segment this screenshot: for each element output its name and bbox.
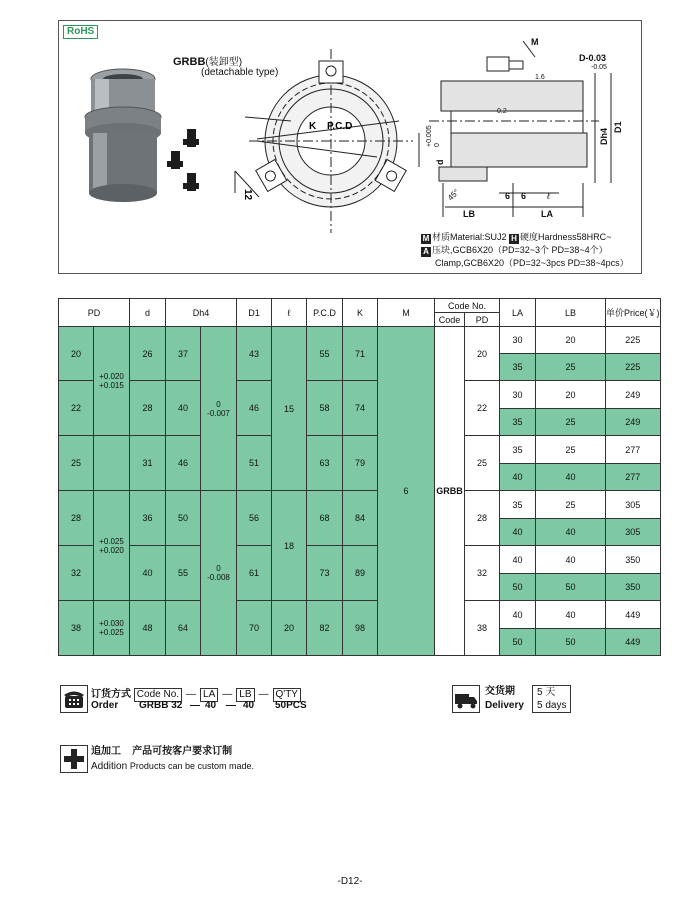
cell-price: 449 — [606, 601, 661, 629]
product-code-title — [173, 53, 242, 68]
cell-d: 28 — [130, 381, 166, 436]
addition-label-cn: 追加工 — [91, 746, 121, 757]
cell-dh4-tol: 0 -0.008 — [201, 491, 237, 656]
order-cell-la: LA — [200, 688, 218, 702]
order-cell-qty: Q'TY — [273, 688, 301, 702]
product-figure-panel — [58, 20, 642, 274]
product-code: GRBB — [173, 56, 206, 68]
cell-price: 249 — [606, 409, 661, 436]
col-price: 单价Price(￥) — [606, 299, 661, 327]
cell-pd-tol: +0.025 +0.020 — [94, 491, 130, 601]
cell-pd-tol: +0.030 +0.025 — [94, 601, 130, 656]
order-example-lb: 40 — [243, 700, 255, 711]
cell-dh4: 55 — [166, 546, 201, 601]
cell-price: 277 — [606, 464, 661, 491]
dh4-dim-label: Dh4 — [599, 127, 609, 145]
cell-k: 79 — [343, 436, 378, 491]
cell-d1: 51 — [237, 436, 272, 491]
cell-dh4: 40 — [166, 381, 201, 436]
cell-d: 40 — [130, 546, 166, 601]
d-tol-up: +0.005 — [426, 125, 433, 147]
cell-k: 98 — [343, 601, 378, 656]
cell-k: 71 — [343, 327, 378, 381]
la-dim-label: LA — [541, 209, 553, 219]
cell-la: 50 — [500, 574, 536, 601]
col-lb: LB — [536, 299, 606, 327]
delivery-label — [485, 685, 524, 713]
cell-pd: 25 — [59, 436, 94, 491]
material-icon: M — [422, 234, 430, 243]
page-number: -D12- — [337, 876, 363, 887]
delivery-days-box — [532, 685, 571, 713]
cell-pcd: 73 — [307, 546, 343, 601]
cell-lb: 20 — [536, 381, 606, 409]
cell-lb: 50 — [536, 629, 606, 656]
cell-pd: 20 — [59, 327, 94, 381]
delivery-days-cn: 5 天 — [537, 687, 556, 698]
phone-icon — [60, 685, 88, 713]
cell-pcd: 82 — [307, 601, 343, 656]
d1-dim-label: D1 — [613, 121, 623, 133]
side-view — [419, 41, 611, 217]
d-small-label: d — [435, 159, 445, 165]
cell-k: 84 — [343, 491, 378, 546]
cell-k: 89 — [343, 546, 378, 601]
col-code-no: Code No. — [435, 299, 500, 313]
cell-lb: 25 — [536, 409, 606, 436]
cell-price: 449 — [606, 629, 661, 656]
cell-d1: 56 — [237, 491, 272, 546]
cell-price: 350 — [606, 546, 661, 574]
order-example-dash: — — [190, 700, 200, 711]
clamp-text-en: Clamp,GCB6X20（PD=32~3pcs PD=38~4pcs） — [435, 258, 629, 268]
roughness-02: 0.2 — [497, 108, 507, 115]
k-label: K — [309, 121, 317, 132]
cell-code-pd: 38 — [465, 601, 500, 656]
cell-la: 35 — [500, 409, 536, 436]
bushing-photo — [85, 69, 161, 202]
cell-lb: 40 — [536, 546, 606, 574]
hardness-icon: H — [509, 234, 519, 244]
cell-pd: 38 — [59, 601, 94, 656]
spec-table — [58, 298, 661, 656]
cell-code-pd: 28 — [465, 491, 500, 546]
cell-pd: 32 — [59, 546, 94, 601]
cell-price: 225 — [606, 327, 661, 354]
cell-d: 26 — [130, 327, 166, 381]
col-dh4: Dh4 — [166, 299, 237, 327]
cell-la: 40 — [500, 464, 536, 491]
cell-pcd: 58 — [307, 381, 343, 436]
material-text: 材质Material:SUJ2 — [432, 232, 507, 242]
cell-d1: 46 — [237, 381, 272, 436]
cell-pcd: 63 — [307, 436, 343, 491]
hardness-text: 硬度Hardness58HRC~ — [520, 232, 612, 242]
spec-notes — [421, 231, 629, 269]
cell-pcd: 68 — [307, 491, 343, 546]
col-pcd: P.C.D — [307, 299, 343, 327]
cell-pd: 22 — [59, 381, 94, 436]
cell-dh4: 64 — [166, 601, 201, 656]
cell-ell: 18 — [272, 491, 307, 601]
cell-lb: 40 — [536, 519, 606, 546]
cell-price: 350 — [606, 574, 661, 601]
angle-label: 45° — [446, 187, 461, 203]
cell-pd: 28 — [59, 491, 94, 546]
clamp-pieces-photo — [167, 129, 199, 191]
cell-price: 277 — [606, 436, 661, 464]
d-tol-lo: 0 — [434, 143, 441, 147]
col-d1: D1 — [237, 299, 272, 327]
cell-lb: 25 — [536, 436, 606, 464]
cell-code: GRBB — [435, 327, 465, 656]
cell-dh4-tol: 0 -0.007 — [201, 327, 237, 491]
cell-m: 6 — [378, 327, 435, 656]
six-dim-2: 6 — [521, 191, 527, 201]
plus-icon — [60, 745, 88, 773]
order-dash: — — [222, 689, 233, 700]
addition-section — [91, 745, 254, 774]
delivery-label-cn: 交货期 — [485, 686, 515, 697]
cell-la: 40 — [500, 519, 536, 546]
cell-price: 305 — [606, 491, 661, 519]
cell-lb: 50 — [536, 574, 606, 601]
order-dash: — — [186, 689, 197, 700]
cell-lb: 40 — [536, 601, 606, 629]
cell-d: 31 — [130, 436, 166, 491]
col-d: d — [130, 299, 166, 327]
lb-dim-label: LB — [463, 209, 475, 219]
delivery-label-en: Delivery — [485, 700, 524, 711]
order-cell-lb: LB — [236, 688, 254, 702]
cell-d: 36 — [130, 491, 166, 546]
cell-code-pd: 22 — [465, 381, 500, 436]
cell-dh4: 37 — [166, 327, 201, 381]
cell-pd-tol: +0.020 +0.015 — [94, 327, 130, 436]
roughness-16: 1.6 — [535, 74, 545, 81]
addition-label-en: Addition — [91, 761, 128, 772]
cell-lb: 20 — [536, 327, 606, 354]
order-label-en: Order — [91, 700, 119, 711]
cell-price: 305 — [606, 519, 661, 546]
col-la: LA — [500, 299, 536, 327]
col-pd: PD — [59, 299, 130, 327]
six-dim-1: 6 — [505, 191, 511, 201]
clamp-text-cn: 压块,GCB6X20（PD=32~3个 PD=38~4个） — [432, 245, 608, 255]
addition-text-cn: 产品可按客户要求订制 — [132, 746, 233, 757]
m-dim-label: M — [531, 37, 539, 47]
cell-code-pd: 32 — [465, 546, 500, 601]
delivery-truck-icon — [452, 685, 480, 713]
twelve-label: 12 — [242, 189, 253, 201]
cell-lb: 25 — [536, 354, 606, 381]
ell-dim-label: ℓ — [547, 191, 550, 201]
col-code: Code — [435, 313, 465, 327]
cell-la: 30 — [500, 327, 536, 354]
cell-code-pd: 25 — [465, 436, 500, 491]
cell-d1: 61 — [237, 546, 272, 601]
cell-d: 48 — [130, 601, 166, 656]
cell-dh4: 50 — [166, 491, 201, 546]
order-label-cn: 订货方式 — [91, 689, 131, 700]
d-tol-label: D-0.03 — [579, 53, 607, 63]
addition-text-en: Products can be custom made. — [129, 761, 254, 771]
cell-la: 35 — [500, 354, 536, 381]
cell-pcd: 55 — [307, 327, 343, 381]
cell-price: 225 — [606, 354, 661, 381]
order-example-code: GRBB 32 — [139, 700, 183, 711]
cell-la: 30 — [500, 381, 536, 409]
cell-lb: 25 — [536, 491, 606, 519]
order-example-qty: 50PCS — [275, 700, 307, 711]
clamp-icon: A — [421, 247, 431, 257]
cell-ell: 20 — [272, 601, 307, 656]
order-example-la: 40 — [205, 700, 217, 711]
rohs-badge: RoHS — [63, 25, 98, 39]
product-type-en: (detachable type) — [201, 67, 279, 78]
product-type-cn: (装卸型) — [205, 57, 243, 68]
order-cell-code: Code No. — [134, 688, 182, 702]
delivery-days-en: 5 days — [537, 700, 567, 711]
order-example-dash: — — [226, 700, 236, 711]
cell-la: 50 — [500, 629, 536, 656]
cell-d1: 43 — [237, 327, 272, 381]
cell-dh4: 46 — [166, 436, 201, 491]
cell-ell: 15 — [272, 327, 307, 491]
cell-k: 74 — [343, 381, 378, 436]
d-tol2-label: -0.05 — [591, 64, 607, 71]
cell-la: 35 — [500, 436, 536, 464]
col-code-pd: PD — [465, 313, 500, 327]
cell-code-pd: 20 — [465, 327, 500, 381]
cell-lb: 40 — [536, 464, 606, 491]
cell-la: 40 — [500, 601, 536, 629]
cell-price: 249 — [606, 381, 661, 409]
col-k: K — [343, 299, 378, 327]
cell-d1: 70 — [237, 601, 272, 656]
pcd-label: P.C.D — [327, 121, 353, 132]
order-dash: — — [258, 689, 269, 700]
col-ell: ℓ — [272, 299, 307, 327]
cell-la: 35 — [500, 491, 536, 519]
cell-pd-blank — [94, 436, 130, 491]
col-m: M — [378, 299, 435, 327]
cell-la: 40 — [500, 546, 536, 574]
